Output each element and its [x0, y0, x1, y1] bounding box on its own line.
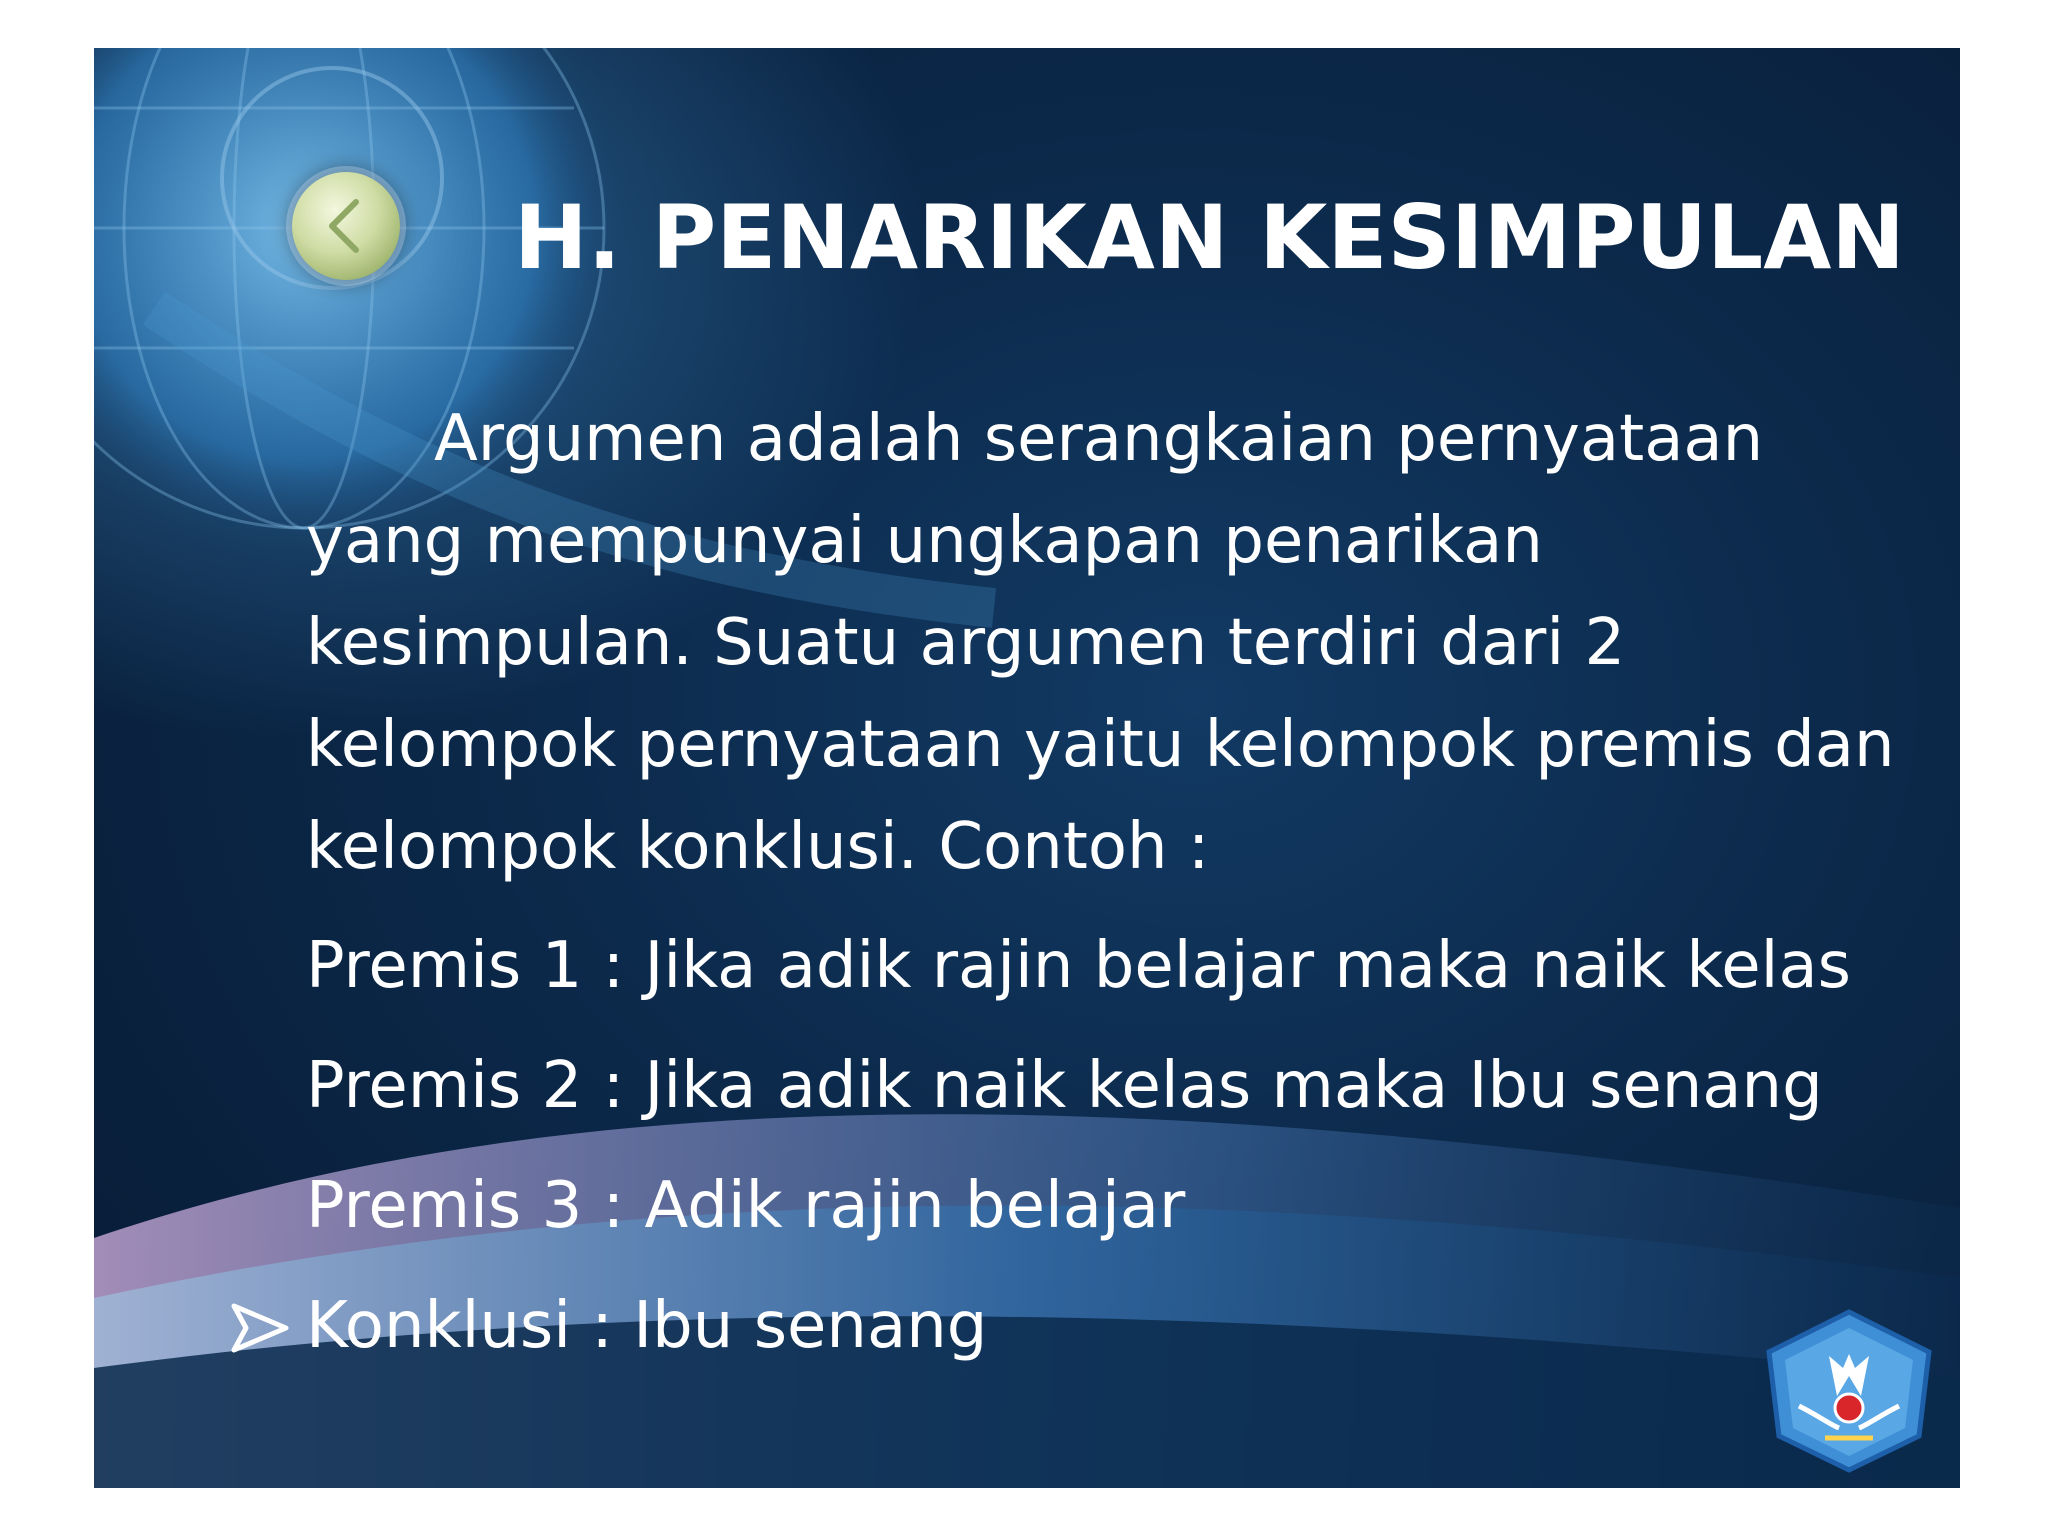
- premise-3: Premis 3 : Adik rajin belajar: [306, 1169, 1186, 1243]
- premise-2: Premis 2 : Jika adik naik kelas maka Ibu senang: [306, 1049, 1823, 1123]
- conclusion-text: Konklusi : Ibu senang: [306, 1289, 988, 1363]
- arrow-bullet-icon: [230, 1302, 290, 1354]
- slide-title: H. PENARIKAN KESIMPULAN: [514, 186, 1905, 289]
- back-button[interactable]: [292, 172, 400, 280]
- slide: [94, 48, 1960, 1488]
- intro-paragraph: Argumen adalah serangkaian pernyataan yang mempunyai ungkapan penarikan kesimpulan. Suatu argumen terdiri dari 2 kelompok pernyataan yaitu kelompok premis dan kelompok konklusi. Contoh :: [306, 402, 1895, 884]
- premise-1: Premis 1 : Jika adik rajin belajar maka naik kelas: [306, 929, 1851, 1003]
- back-arrow-icon: [292, 172, 400, 280]
- tut-wuri-handayani-logo: [1759, 1306, 1939, 1476]
- slide-body: [212, 388, 1932, 1378]
- conclusion-item: [212, 1274, 1932, 1378]
